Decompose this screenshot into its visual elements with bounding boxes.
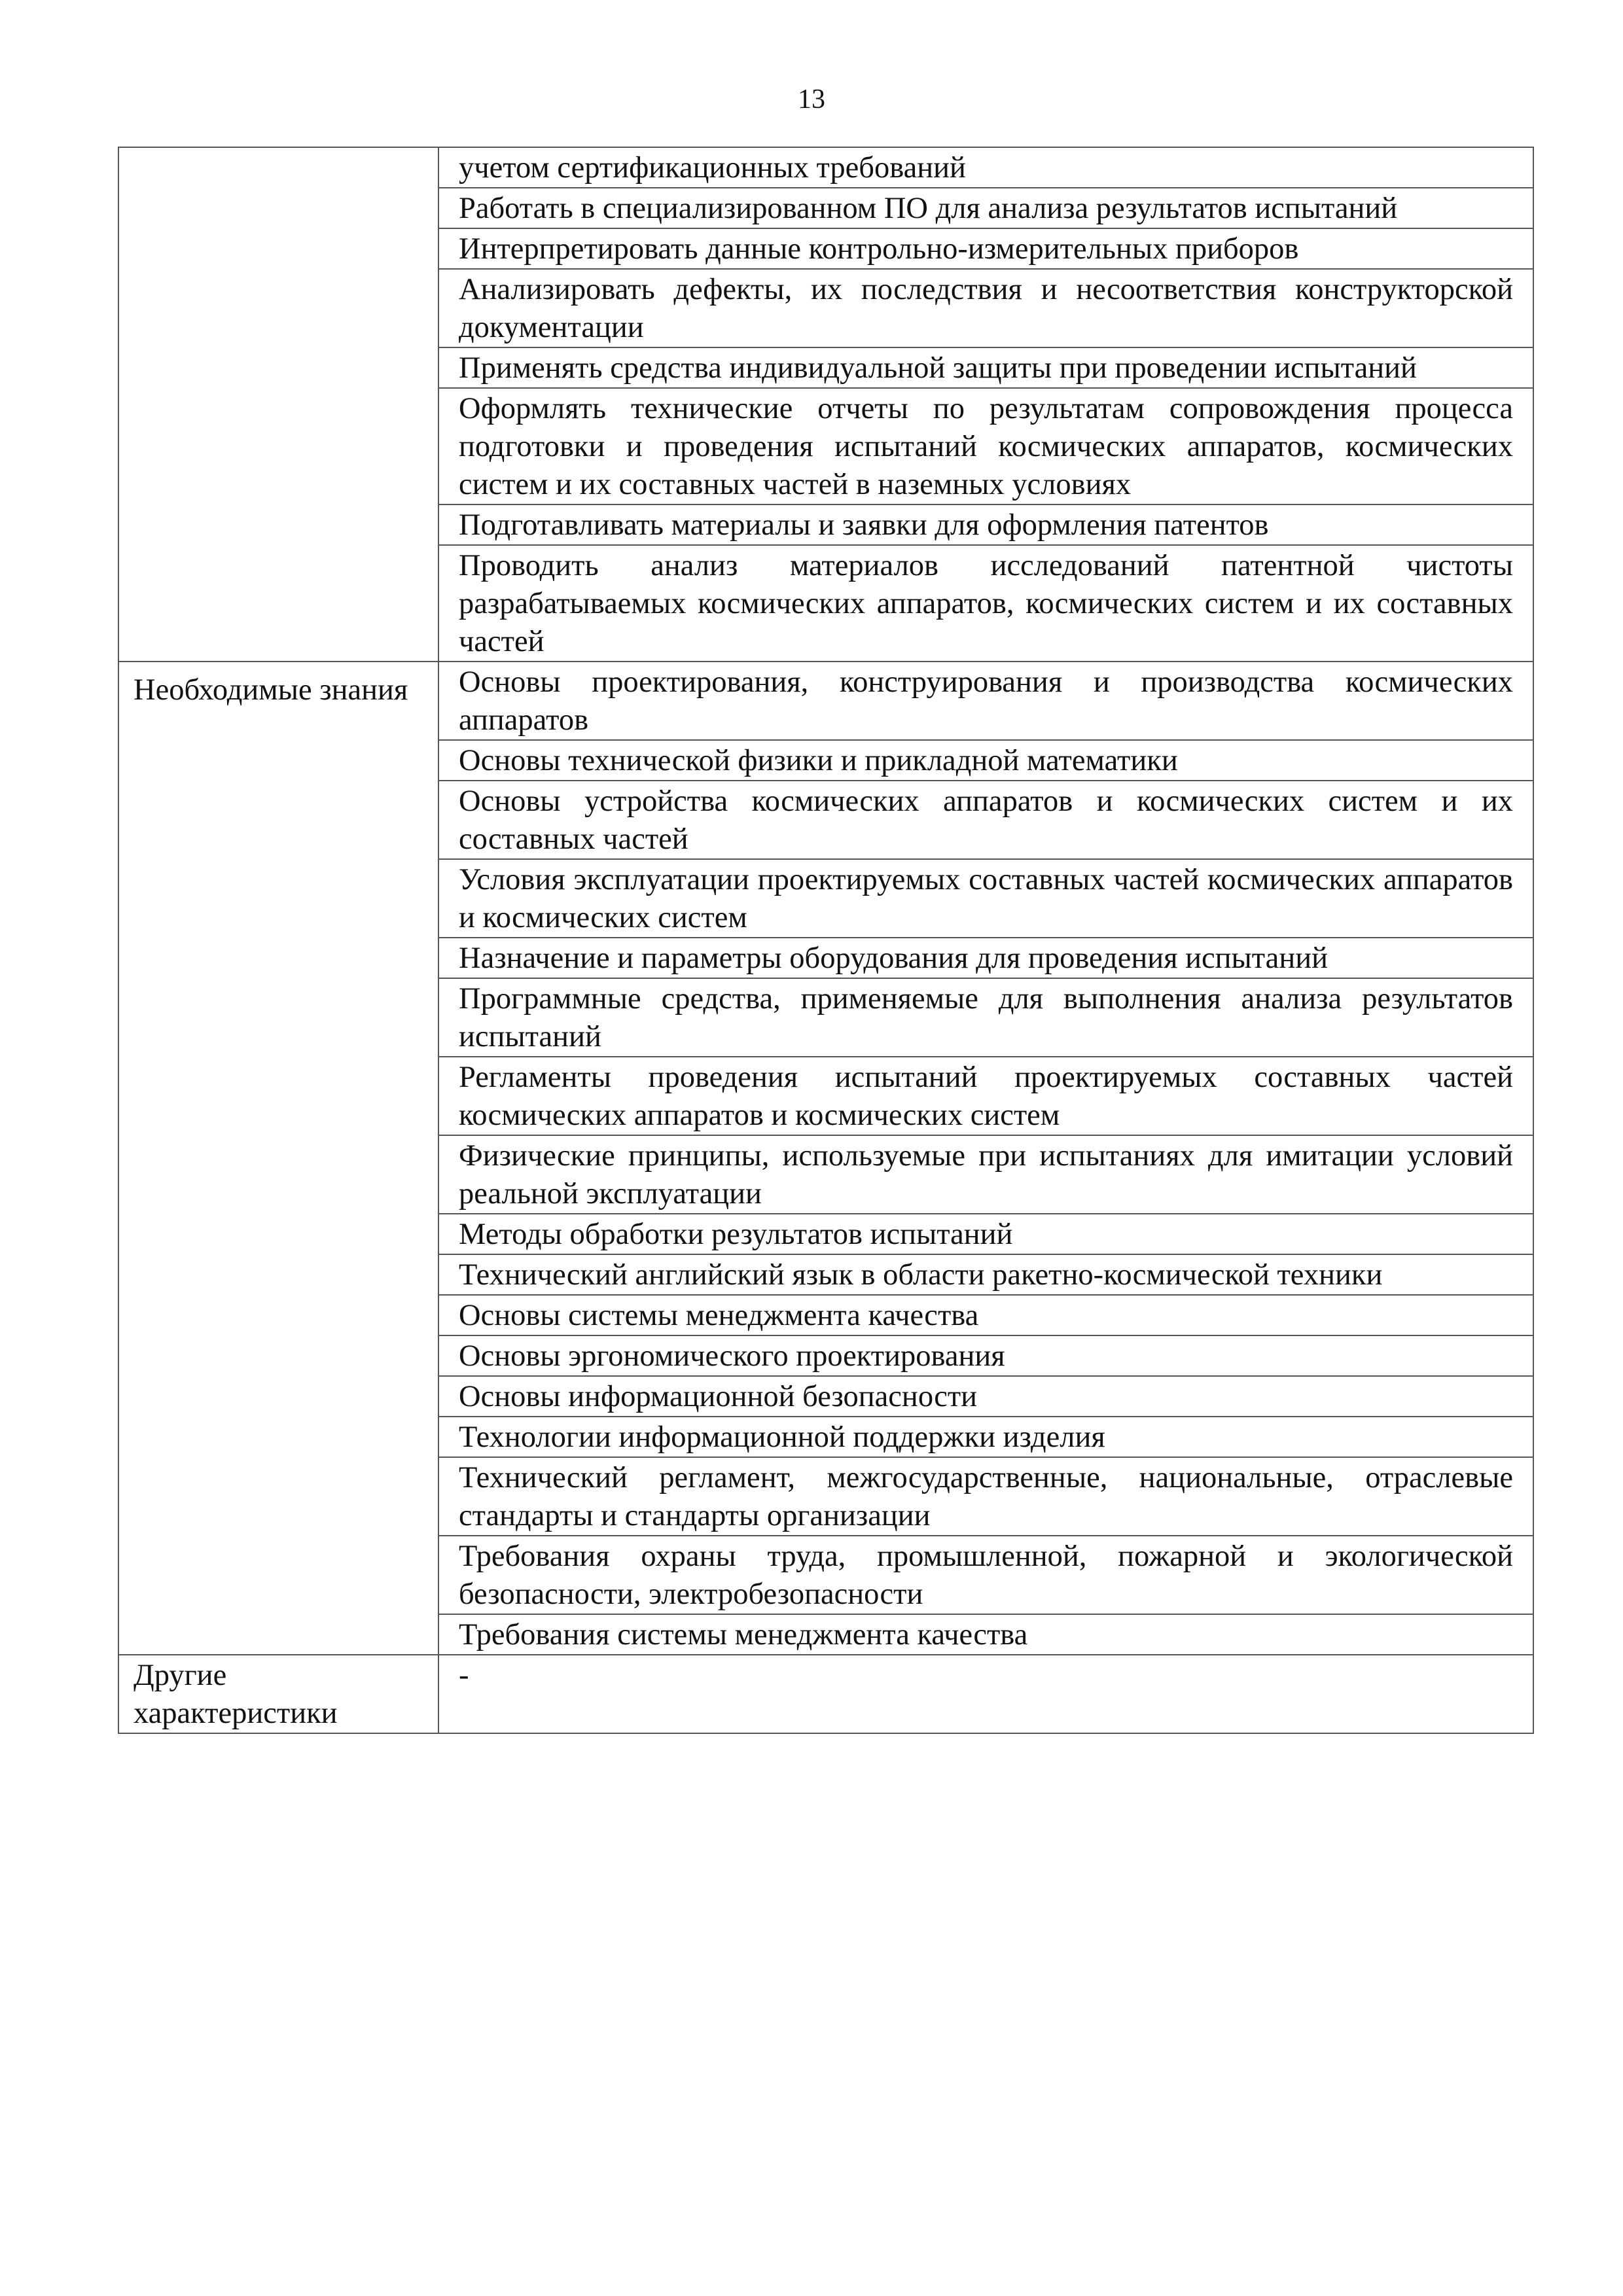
table-row <box>118 662 1533 740</box>
knowledge-item: Основы эргономического проектирования <box>438 1335 1533 1376</box>
knowledge-item: Условия эксплуатации проектируемых составных частей космических аппаратов и космических систем <box>438 859 1533 938</box>
knowledge-label: Необходимые знания <box>118 662 438 1655</box>
skill-item: Проводить анализ материалов исследований патентной чистоты разрабатываемых космических аппаратов, космических систем и их составных частей <box>438 545 1533 662</box>
knowledge-item: Основы системы менеджмента качества <box>438 1295 1533 1335</box>
knowledge-item: Требования охраны труда, промышленной, пожарной и экологической безопасности, электробезопасности <box>438 1536 1533 1614</box>
other-characteristics-value: - <box>438 1655 1533 1733</box>
skill-item: Интерпретировать данные контрольно-измерительных приборов <box>438 228 1533 269</box>
page-number: 13 <box>798 84 825 115</box>
skill-item: Анализировать дефекты, их последствия и несоответствия конструкторской документации <box>438 269 1533 347</box>
knowledge-item: Назначение и параметры оборудования для проведения испытаний <box>438 938 1533 978</box>
knowledge-item: Требования системы менеджмента качества <box>438 1614 1533 1655</box>
knowledge-item: Основы информационной безопасности <box>438 1376 1533 1417</box>
table-row <box>118 147 1533 188</box>
knowledge-item: Программные средства, применяемые для выполнения анализа результатов испытаний <box>438 978 1533 1057</box>
skill-item: учетом сертификационных требований <box>438 147 1533 188</box>
knowledge-item: Основы устройства космических аппаратов и космических систем и их составных частей <box>438 781 1533 859</box>
knowledge-item: Основы проектирования, конструирования и производства космических аппаратов <box>438 662 1533 740</box>
skill-item: Подготавливать материалы и заявки для оформления патентов <box>438 504 1533 545</box>
other-characteristics-label: Другие характеристики <box>118 1655 438 1733</box>
knowledge-item: Основы технической физики и прикладной математики <box>438 740 1533 781</box>
skill-item: Работать в специализированном ПО для анализа результатов испытаний <box>438 188 1533 228</box>
requirements-table <box>118 147 1534 1734</box>
knowledge-item: Технический английский язык в области ракетно-космической техники <box>438 1254 1533 1295</box>
table-row <box>118 1655 1533 1733</box>
knowledge-item: Методы обработки результатов испытаний <box>438 1214 1533 1254</box>
knowledge-item: Регламенты проведения испытаний проектируемых составных частей космических аппаратов и космических систем <box>438 1057 1533 1135</box>
knowledge-item: Технический регламент, межгосударственные, национальные, отраслевые стандарты и стандарты организации <box>438 1457 1533 1536</box>
continuation-label-cell <box>118 147 438 662</box>
knowledge-item: Физические принципы, используемые при испытаниях для имитации условий реальной эксплуатации <box>438 1135 1533 1214</box>
skill-item: Применять средства индивидуальной защиты при проведении испытаний <box>438 347 1533 388</box>
knowledge-item: Технологии информационной поддержки изделия <box>438 1417 1533 1457</box>
skill-item: Оформлять технические отчеты по результатам сопровождения процесса подготовки и проведения испытаний космических аппаратов, космических систем и их составных частей в наземных условиях <box>438 388 1533 504</box>
